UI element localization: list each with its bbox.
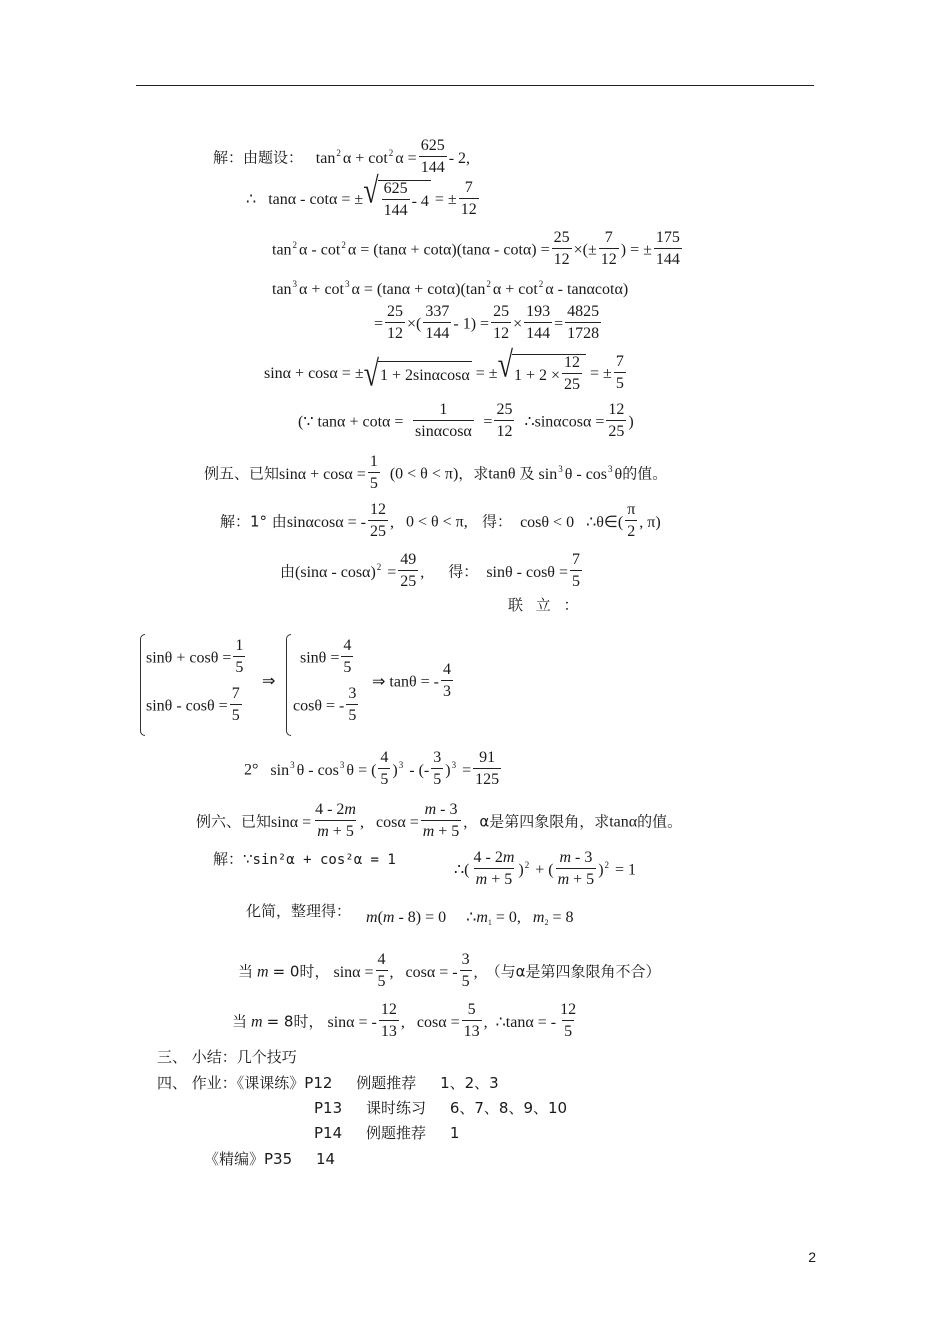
example-6: 例六、已知sinα = $\frac{4 - 2m}{m + 5}$ , cosα = $\frac{m - 3}{m + 5}$ , α是第四象限角，求tanα的值。	[196, 801, 683, 840]
left-brace	[140, 634, 145, 736]
case-1-value: = 0时，	[272, 962, 330, 981]
step-2: 2° $\sin^3 \theta - \cos^3 \theta$ = ( $\frac{4}{5}$ )$^3$ - (- $\frac{3}{5}$ )$^3$ = $\frac{91}{125}$	[244, 749, 500, 788]
equation-line-4: $\tan^3 \alpha + \cot^3 \alpha = (\tan\alpha + \cot\alpha)(\tan^2$ $\alpha + \cot^2 \alpha - \tan\alpha\cot\alpha$)	[272, 279, 629, 298]
system-eq-1: sinθ + cosθ = $\frac{1}{5}$	[146, 637, 244, 676]
case-m-zero: 当 m = 0时， sinα = $\frac{4}{5}$ , cosα = - $\frac{3}{5}$ , （与α是第四象限角不合）	[238, 951, 661, 990]
simplify-result: m(m - 8) = 0 $\therefore m_1 = 0$, $m_2 = 8$	[366, 909, 574, 927]
get-label-2: 得：	[448, 562, 479, 581]
identity-equation: sin²α + cos²α = 1	[252, 852, 396, 868]
equation-line-3: $\tan^2 \alpha - \cot^2 \alpha = (\tan\alpha + \cot\alpha)(\tan\alpha - \cot\alpha)$ = $\frac{25}{12}$ ×(± $\frac{7}{12}$ ) = ± $\frac{175}{144}$	[272, 229, 680, 268]
equation: $\tan^2 \alpha + \cot^2 \alpha$ = $\frac{625}{144}$ - 2,	[307, 137, 471, 176]
get-label-1: 得：	[482, 512, 513, 531]
case-m-eight: 当 m = 8时， sinα = - $\frac{12}{13}$ , cosα = $\frac{5}{13}$ , ∴tanα = - $\frac{12}{5}$	[232, 1001, 577, 1040]
solution-6-line-1	[213, 852, 396, 867]
case-1-prefix: 当	[238, 962, 254, 981]
system-result-1: sinθ = $\frac{4}{5}$	[300, 637, 352, 676]
example-5: 例五、已知sinα + cosα = $\frac{1}{5}$ (0 < θ < π)，求tanθ 及 $\sin^3 \theta - \cos^3 \theta$的值。	[204, 453, 668, 492]
solution-6-label: 解：∵	[213, 850, 253, 868]
solution-5-label: 解：1° 由	[220, 512, 287, 531]
simplify-label: 化简，整理得：	[246, 902, 352, 920]
example-5-condition: (0 < θ < π)	[389, 465, 459, 483]
simultaneous-label: 联 立 ：	[508, 596, 583, 614]
example-5-label: 例五、已知	[204, 464, 280, 483]
example-5-and: 及	[519, 464, 535, 483]
simplify-line	[246, 904, 351, 919]
step-2-label: 2°	[244, 761, 259, 779]
example-5-ask: ，求	[458, 464, 489, 483]
equation-line-6: sinα + cosα = ± √ 1 + 2sinαcosα = ± √ 1 + 2 × $\frac{12}{25}$ = ± $\frac{7}{5}$	[264, 345, 624, 394]
example-6-label: 例六、已知	[196, 812, 272, 831]
solution-6-substitution: ∴( $\frac{4 - 2m}{m + 5}$ )$^2$ + ( $\frac{m - 3}{m + 5}$ )$^2$ = 1	[454, 849, 637, 888]
example-5-end: 的值。	[622, 464, 668, 483]
example-6-end: 的值。	[637, 812, 683, 831]
summary-line: 三、 小结：几个技巧	[157, 1048, 297, 1066]
header-rule	[136, 85, 814, 86]
equation-line-7: (∵ tanα + cotα = $\frac{1}{\sin\alpha\cos\alpha}$ = $\frac{25}{12}$ ∴sinαcosα = $\frac{12}{25}$ )	[298, 401, 634, 440]
solution-line-1	[213, 137, 471, 178]
homework-line-4: 《精编》P35 14	[204, 1150, 336, 1168]
case-2-prefix: 当	[232, 1012, 248, 1031]
system-result-2: cosθ = - $\frac{3}{5}$	[293, 685, 357, 724]
solution-label: 解：由题设：	[213, 148, 304, 167]
from-label: 由	[280, 562, 296, 581]
middle-brace	[286, 634, 291, 736]
equation-line-2: ∴ tanα - cotα = ± √ $\frac{625}{144}$ - 4 = ± $\frac{7}{12}$	[246, 171, 477, 219]
implies-arrow-1: ⇒	[262, 673, 276, 690]
equation-line-5: = $\frac{25}{12}$ ×( $\frac{337}{144}$ - 1) = $\frac{25}{12}$ × $\frac{193}{144}$ = $\frac{4825}{1728}$	[374, 303, 600, 342]
tan-result: ⇒ tanθ = - $\frac{4}{3}$	[372, 661, 451, 700]
case-2-value: = 8时，	[266, 1012, 324, 1031]
case-1-note: （与α是第四象限角不合）	[485, 962, 661, 981]
solution-5-line-2: 由(sinα - cosα)$^2$ = $\frac{49}{25}$ , 得： sinθ - cosθ = $\frac{7}{5}$	[280, 551, 580, 590]
homework-line-3: P14 例题推荐 1	[314, 1124, 460, 1142]
homework-line-2: P13 课时练习 6、7、8、9、10	[314, 1099, 568, 1117]
solution-5-condition: 0 < θ < π,	[405, 513, 468, 531]
page-number: 2	[808, 1249, 816, 1265]
solution-5-line-1: 解：1° 由sinαcosα = - $\frac{12}{25}$ , 0 < θ < π, 得： cosθ < 0 ∴θ∈( $\frac{\pi}{2}$ , π)	[220, 501, 661, 540]
homework-line-1: 四、 作业：《课课练》P12 例题推荐 1、2、3	[157, 1074, 499, 1092]
therefore-symbol: ∴	[246, 191, 257, 209]
system-eq-2: sinθ - cosθ = $\frac{7}{5}$	[146, 685, 240, 724]
example-6-mid: α是第四象限角，求	[479, 812, 610, 831]
